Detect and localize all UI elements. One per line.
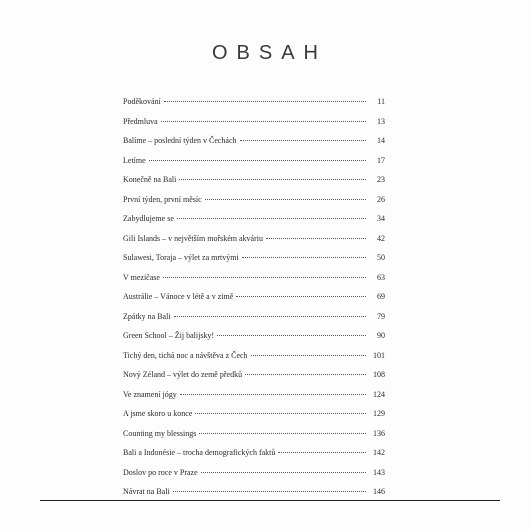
- toc-leader-dots: [163, 277, 366, 278]
- toc-entry: [123, 482, 385, 502]
- toc-entry-title: Zpátky na Bali: [123, 311, 171, 321]
- toc-entry-page: 11: [377, 97, 385, 106]
- toc-entry-title: Counting my blessings: [123, 428, 197, 438]
- toc-entry-page: 26: [377, 194, 385, 204]
- toc-entry-page: 42: [377, 233, 385, 243]
- toc-entry-title: A jsme skoro u konce: [123, 409, 193, 418]
- toc-entry: [123, 404, 385, 424]
- toc-entry-title: Poděkování: [123, 97, 161, 106]
- toc-leader-dots: [199, 433, 366, 434]
- toc-entry: [123, 190, 385, 210]
- toc-entry-page: 146: [373, 487, 385, 496]
- toc-entry-title: Nový Zéland – výlet do země předků: [123, 370, 243, 379]
- toc-entry-page: 34: [377, 214, 385, 223]
- toc-leader-dots: [149, 160, 366, 161]
- toc-entry-page: 69: [377, 292, 385, 301]
- toc-entry: [123, 248, 385, 268]
- toc-leader-dots: [161, 121, 366, 122]
- toc-entry-title: Letíme: [123, 155, 146, 165]
- toc-leader-dots: [278, 452, 366, 453]
- toc-entry: [123, 112, 385, 132]
- toc-entry-page: 79: [377, 311, 385, 321]
- bottom-divider: [40, 500, 500, 501]
- toc-entry: [123, 463, 385, 483]
- toc-entry-title: Předmluva: [123, 116, 158, 126]
- toc-leader-dots: [177, 218, 366, 219]
- toc-leader-dots: [180, 394, 366, 395]
- toc-entry: [123, 131, 385, 151]
- toc-entry: [123, 365, 385, 385]
- toc-entry-title: Bali a Indonésie – trocha demografických faktů: [123, 448, 276, 457]
- toc-leader-dots: [179, 179, 366, 180]
- toc-entry-page: 14: [377, 136, 385, 145]
- toc-leader-dots: [217, 335, 366, 336]
- toc-entry: [123, 229, 385, 249]
- toc-entry-page: 143: [373, 467, 385, 477]
- toc-leader-dots: [173, 491, 366, 492]
- toc-entry: [123, 268, 385, 288]
- toc-entry: [123, 326, 385, 346]
- toc-entry-page: 23: [377, 175, 385, 184]
- page-title: OBSAH: [211, 42, 328, 64]
- toc-entry-page: 124: [373, 389, 385, 399]
- toc-entry-title: Zabydlujeme se: [123, 214, 174, 223]
- toc-entry-title: Tichý den, tichá noc a návštěva z Čech: [123, 350, 248, 360]
- toc-entry-title: Návrat na Bali: [123, 487, 170, 496]
- toc-entry: [123, 92, 385, 112]
- toc-entry-title: Ve znamení jógy: [123, 389, 177, 399]
- toc-entry-title: Konečně na Bali: [123, 175, 177, 184]
- toc-entry-page: 108: [373, 370, 385, 379]
- toc-leader-dots: [245, 374, 366, 375]
- toc-entry: [123, 307, 385, 327]
- toc-entry-title: Austrálie – Vánoce v létě a v zimě: [123, 292, 234, 301]
- toc-leader-dots: [164, 101, 366, 102]
- toc-leader-dots: [266, 238, 366, 239]
- toc-entry: [123, 443, 385, 463]
- toc-entry-title: V mezičase: [123, 272, 160, 282]
- toc-entry: [123, 151, 385, 171]
- toc-entry: [123, 170, 385, 190]
- toc-entry-page: 63: [377, 272, 385, 282]
- toc-entry-title: Doslov po roce v Praze: [123, 467, 198, 477]
- toc-entry: [123, 385, 385, 405]
- toc-entry: [123, 287, 385, 307]
- toc-leader-dots: [236, 296, 366, 297]
- toc-entry-page: 50: [377, 253, 385, 262]
- toc-leader-dots: [251, 355, 366, 356]
- toc-entry-title: Gili Islands – v největším mořském akváriu: [123, 233, 263, 243]
- toc-entry-page: 142: [373, 448, 385, 457]
- toc-leader-dots: [205, 199, 366, 200]
- toc-entry: [123, 346, 385, 366]
- toc-entry-page: 136: [373, 428, 385, 438]
- toc-entry-title: Sulawesi, Toraja – výlet za mrtvými: [123, 253, 239, 262]
- toc-entry-title: Balíme – poslední týden v Čechách: [123, 136, 237, 145]
- toc-entry: [123, 209, 385, 229]
- toc-leader-dots: [201, 472, 366, 473]
- toc-entry-page: 129: [373, 409, 385, 418]
- toc-leader-dots: [242, 257, 366, 258]
- toc-leader-dots: [174, 316, 366, 317]
- toc-entry-page: 90: [377, 331, 385, 340]
- table-of-contents: [123, 92, 385, 502]
- toc-entry-title: Green School – Žij balijsky!: [123, 331, 215, 340]
- toc-entry-title: První týden, první měsíc: [123, 194, 202, 204]
- toc-entry: [123, 424, 385, 444]
- toc-leader-dots: [195, 413, 366, 414]
- toc-entry-page: 17: [377, 155, 385, 165]
- toc-entry-page: 101: [373, 350, 385, 360]
- toc-entry-page: 13: [377, 116, 385, 126]
- toc-leader-dots: [240, 140, 366, 141]
